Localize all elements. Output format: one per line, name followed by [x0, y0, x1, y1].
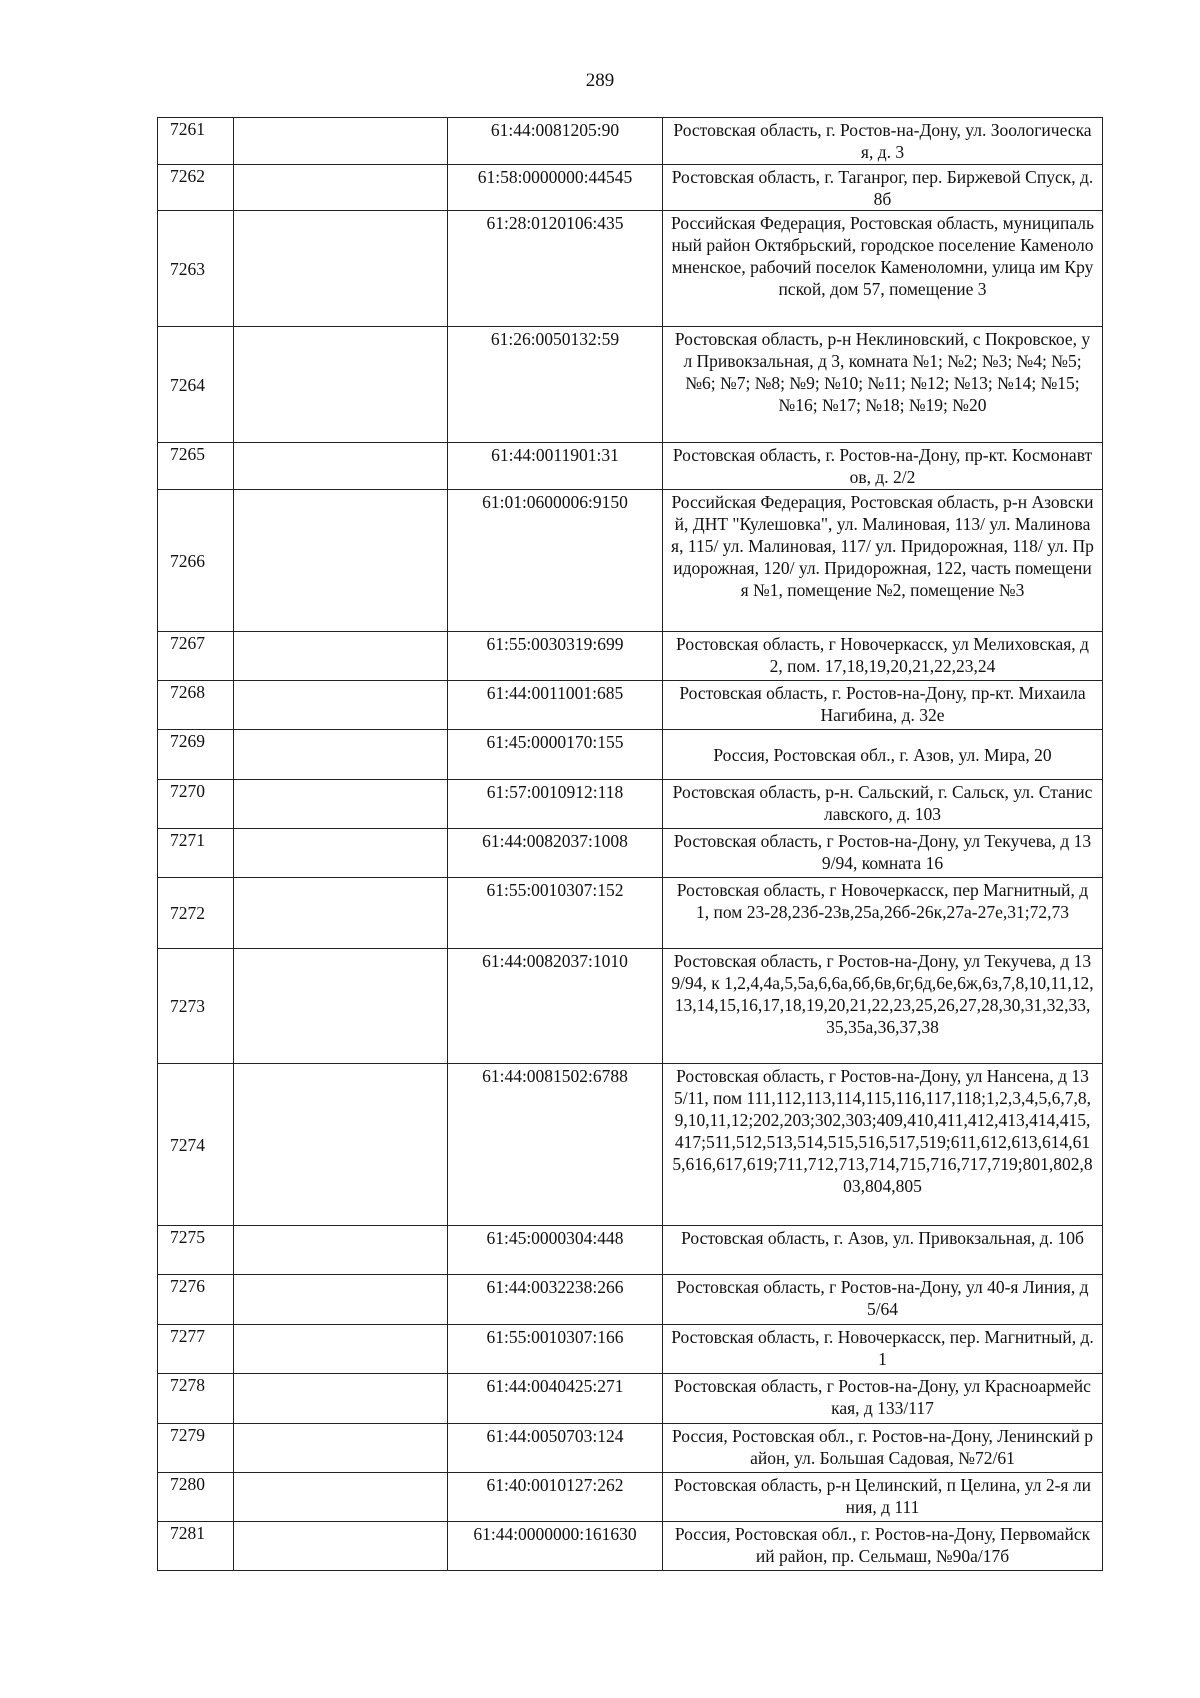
row-number: 7271 — [158, 829, 234, 878]
empty-cell — [234, 1374, 448, 1424]
row-number: 7269 — [158, 730, 234, 780]
row-number: 7268 — [158, 681, 234, 730]
address: Ростовская область, р-н. Сальский, г. Сальск, ул. Станиславского, д. 103 — [663, 780, 1103, 829]
table-row — [158, 1522, 1103, 1571]
empty-cell — [234, 443, 448, 490]
table-row — [158, 1325, 1103, 1374]
address: Россия, Ростовская обл., г. Азов, ул. Мира, 20 — [663, 730, 1103, 780]
row-number: 7266 — [158, 490, 234, 632]
table-row — [158, 632, 1103, 681]
empty-cell — [234, 1325, 448, 1374]
row-number: 7272 — [158, 878, 234, 949]
address: Ростовская область, р-н Неклиновский, с Покровское, ул Привокзальная, д 3, комната №1; №2; №3; №4; №5; №6; №7; №8; №9; №10; №11; №12; №13; №14; №15; №16; №17; №18; №19; №20 — [663, 327, 1103, 443]
table-row — [158, 730, 1103, 780]
table-row — [158, 681, 1103, 730]
empty-cell — [234, 1064, 448, 1226]
table-row — [158, 829, 1103, 878]
row-number: 7275 — [158, 1226, 234, 1275]
cadastral-number: 61:26:0050132:59 — [448, 327, 663, 443]
row-number: 7265 — [158, 443, 234, 490]
cadastral-number: 61:44:0032238:266 — [448, 1275, 663, 1325]
registry-table — [157, 117, 1103, 1571]
row-number: 7277 — [158, 1325, 234, 1374]
registry-table-body — [158, 118, 1103, 1571]
table-row — [158, 211, 1103, 327]
empty-cell — [234, 165, 448, 211]
address: Ростовская область, г. Ростов-на-Дону, ул. Зоологическая, д. 3 — [663, 118, 1103, 165]
address: Ростовская область, р-н Целинский, п Целина, ул 2-я линия, д 111 — [663, 1473, 1103, 1522]
table-row — [158, 1374, 1103, 1424]
address: Ростовская область, г. Ростов-на-Дону, пр-кт. Космонавтов, д. 2/2 — [663, 443, 1103, 490]
empty-cell — [234, 829, 448, 878]
row-number: 7264 — [158, 327, 234, 443]
table-row — [158, 165, 1103, 211]
cadastral-number: 61:45:0000170:155 — [448, 730, 663, 780]
empty-cell — [234, 1424, 448, 1473]
row-number: 7263 — [158, 211, 234, 327]
address: Ростовская область, г Ростов-на-Дону, ул Текучева, д 139/94, комната 16 — [663, 829, 1103, 878]
row-number: 7281 — [158, 1522, 234, 1571]
row-number: 7280 — [158, 1473, 234, 1522]
cadastral-number: 61:44:0000000:161630 — [448, 1522, 663, 1571]
empty-cell — [234, 1275, 448, 1325]
empty-cell — [234, 327, 448, 443]
cadastral-number: 61:44:0081502:6788 — [448, 1064, 663, 1226]
address: Ростовская область, г. Таганрог, пер. Биржевой Спуск, д. 8б — [663, 165, 1103, 211]
cadastral-number: 61:55:0010307:152 — [448, 878, 663, 949]
row-number: 7274 — [158, 1064, 234, 1226]
cadastral-number: 61:44:0040425:271 — [448, 1374, 663, 1424]
table-row — [158, 780, 1103, 829]
address: Ростовская область, г Ростов-на-Дону, ул Нансена, д 135/11, пом 111,112,113,114,115,116,117,118;1,2,3,4,5,6,7,8,9,10,11,12;202,203;302,303;409,410,411,412,413,414,415,417;511,512,513,514,515,516,517,519;611,612,613,614,615,616,617,619;711,712,713,714,715,716,717,719;801,802,803,804,805 — [663, 1064, 1103, 1226]
empty-cell — [234, 681, 448, 730]
address: Ростовская область, г Ростов-на-Дону, ул Красноармейская, д 133/117 — [663, 1374, 1103, 1424]
table-row — [158, 443, 1103, 490]
address: Российская Федерация, Ростовская область, р-н Азовский, ДНТ "Кулешовка", ул. Малиновая, 113/ ул. Малиновая, 115/ ул. Малиновая, 117/ ул. Придорожная, 118/ ул. Придорожная, 120/ ул. Придорожная, 122, часть помещения №1, помещение №2, помещение №3 — [663, 490, 1103, 632]
row-number: 7279 — [158, 1424, 234, 1473]
cadastral-number: 61:44:0081205:90 — [448, 118, 663, 165]
row-number: 7276 — [158, 1275, 234, 1325]
table-row — [158, 327, 1103, 443]
empty-cell — [234, 1226, 448, 1275]
empty-cell — [234, 490, 448, 632]
empty-cell — [234, 118, 448, 165]
cadastral-number: 61:44:0082037:1010 — [448, 949, 663, 1064]
table-row — [158, 1064, 1103, 1226]
row-number: 7267 — [158, 632, 234, 681]
empty-cell — [234, 878, 448, 949]
table-row — [158, 118, 1103, 165]
address: Ростовская область, г Ростов-на-Дону, ул Текучева, д 139/94, к 1,2,4,4а,5,5а,6,6а,6б,6в,6г,6д,6е,6ж,6з,7,8,10,11,12,13,14,15,16,17,18,19,20,21,22,23,25,26,27,28,30,31,32,33,35,35а,36,37,38 — [663, 949, 1103, 1064]
cadastral-number: 61:55:0030319:699 — [448, 632, 663, 681]
table-row — [158, 1424, 1103, 1473]
cadastral-number: 61:44:0011901:31 — [448, 443, 663, 490]
cadastral-number: 61:28:0120106:435 — [448, 211, 663, 327]
table-row — [158, 878, 1103, 949]
table-row — [158, 949, 1103, 1064]
empty-cell — [234, 1522, 448, 1571]
row-number: 7273 — [158, 949, 234, 1064]
table-row — [158, 1275, 1103, 1325]
cadastral-number: 61:55:0010307:166 — [448, 1325, 663, 1374]
cadastral-number: 61:45:0000304:448 — [448, 1226, 663, 1275]
table-row — [158, 1473, 1103, 1522]
address: Ростовская область, г Ростов-на-Дону, ул 40-я Линия, д 5/64 — [663, 1275, 1103, 1325]
cadastral-number: 61:44:0082037:1008 — [448, 829, 663, 878]
address: Ростовская область, г. Новочеркасск, пер. Магнитный, д. 1 — [663, 1325, 1103, 1374]
table-row — [158, 490, 1103, 632]
cadastral-number: 61:44:0011001:685 — [448, 681, 663, 730]
cadastral-number: 61:57:0010912:118 — [448, 780, 663, 829]
empty-cell — [234, 632, 448, 681]
empty-cell — [234, 1473, 448, 1522]
cadastral-number: 61:58:0000000:44545 — [448, 165, 663, 211]
address: Ростовская область, г Новочеркасск, ул Мелиховская, д 2, пом. 17,18,19,20,21,22,23,24 — [663, 632, 1103, 681]
table-row — [158, 1226, 1103, 1275]
cadastral-number: 61:40:0010127:262 — [448, 1473, 663, 1522]
empty-cell — [234, 730, 448, 780]
cadastral-number: 61:44:0050703:124 — [448, 1424, 663, 1473]
address: Ростовская область, г. Ростов-на-Дону, пр-кт. Михаила Нагибина, д. 32е — [663, 681, 1103, 730]
address: Российская Федерация, Ростовская область, муниципальный район Октябрьский, городское поселение Каменоломненское, рабочий поселок Каменоломни, улица им Крупской, дом 57, помещение 3 — [663, 211, 1103, 327]
address: Ростовская область, г. Азов, ул. Привокзальная, д. 10б — [663, 1226, 1103, 1275]
row-number: 7270 — [158, 780, 234, 829]
address: Ростовская область, г Новочеркасск, пер Магнитный, д 1, пом 23-28,23б-23в,25а,26б-26к,27а-27е,31;72,73 — [663, 878, 1103, 949]
empty-cell — [234, 211, 448, 327]
row-number: 7262 — [158, 165, 234, 211]
page-number: 289 — [585, 70, 615, 91]
row-number: 7278 — [158, 1374, 234, 1424]
row-number: 7261 — [158, 118, 234, 165]
address: Россия, Ростовская обл., г. Ростов-на-Дону, Ленинский район, ул. Большая Садовая, №72/61 — [663, 1424, 1103, 1473]
empty-cell — [234, 780, 448, 829]
cadastral-number: 61:01:0600006:9150 — [448, 490, 663, 632]
empty-cell — [234, 949, 448, 1064]
address: Россия, Ростовская обл., г. Ростов-на-Дону, Первомайский район, пр. Сельмаш, №90а/17б — [663, 1522, 1103, 1571]
